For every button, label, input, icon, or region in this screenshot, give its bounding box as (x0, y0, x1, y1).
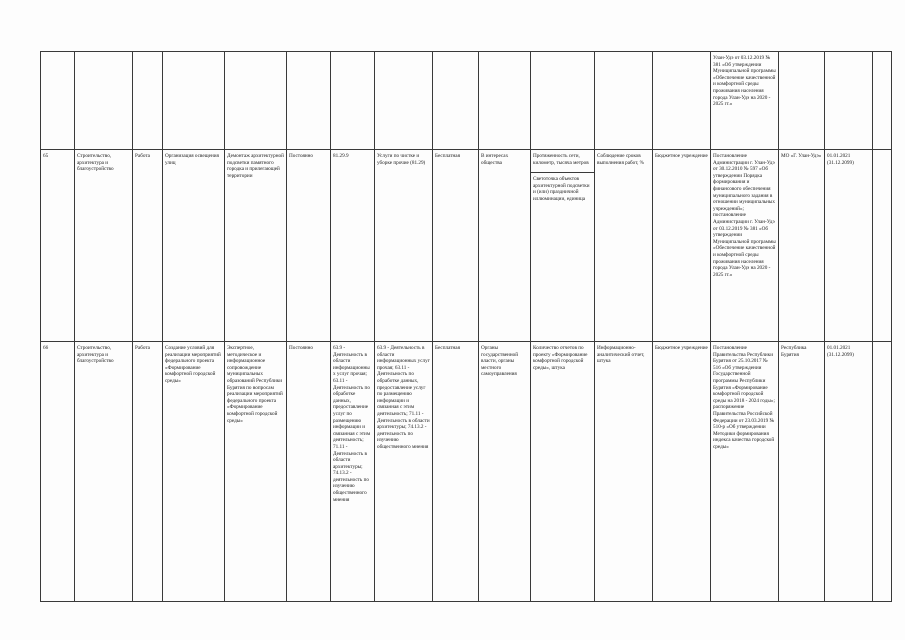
cell-conditions: Постоянно (287, 342, 331, 602)
cell (873, 52, 892, 150)
cell-owner: Республика Бурятия (779, 342, 825, 602)
cell (779, 52, 825, 150)
cell (653, 52, 711, 150)
cell-legal-basis: Постановление Правительства Республики Бурятия от 25.10.2017 № 516 «Об утверждении Государственной программы Республики Бурятия «Формирование комфортной городской среды на 2018 - 2024 годы»; распоряжение Правительства Российской Федерации от 23.03.2019 № 510-р «Об утверждении Методики формирования индекса качества городской среды» (711, 342, 779, 602)
cell-conditions: Постоянно (287, 150, 331, 342)
table-row-65 (41, 150, 892, 342)
cell (375, 52, 433, 150)
registry-table (40, 51, 892, 602)
cell-service-name: Организация освещения улиц (163, 150, 225, 342)
cell-institution-type: Бюджетное учреждение (653, 342, 711, 602)
cell (225, 52, 287, 150)
cell-legal-basis: Улан-Удэ от 03.12.2019 № 381 «Об утверждении Муниципальной программы «Обеспечение качественной и комфортной среды проживания населения города Улан-Удэ на 2020 - 2025 гг.» (711, 52, 779, 150)
cell-okved: 81.29.9 (331, 150, 375, 342)
cell-payment: Бесплатная (433, 150, 479, 342)
cell-consumers: В интересах общества (479, 150, 531, 342)
volume-indicator-2: Светоточка объектов архитектурной подсветки и (или) праздничной иллюминации, единица (531, 172, 594, 202)
cell (531, 52, 595, 150)
cell-legal-basis: Постановление Администрации г. Улан-Удэ от 30.12.2010 № 597 «Об утверждении Порядка формирования и финансового обеспечения муниципального задания в отношении муниципальных учреждений»; постановление Администрации г. Улан-Удэ от 03.12.2019 № 381 «Об утверждении Муниципальной программы «Обеспечение качественной и комфортной среды проживания населения города Улан-Удэ на 2020 - 2025 гг.» (711, 150, 779, 342)
cell-okved: 63.9 - Деятельность в области информационных услуг прочая; 63.11 - Деятельность по обработке данных, предоставление услуг по размещению информации и связанная с этим деятельность; 71.11 - Деятельность в области архитектуры; 74.13.2 - деятельность по изучению общественного мнения (331, 342, 375, 602)
cell (41, 52, 75, 150)
cell-okpd: 63.9 - Деятельность в области информационных услуг прочая; 63.11 - Деятельность по обработке данных, предоставление услуг по размещению информации и связанная с этим деятельность; 71.11 - Деятельность в области архитектуры; 74.13.2 - деятельность по изучению общественного мнения (375, 342, 433, 602)
cell-volume-indicators (531, 150, 595, 342)
cell-type: Работа (133, 342, 163, 602)
cell-service-name: Создание условий для реализации мероприятий федерального проекта «Формирование комфортной городской среды» (163, 342, 225, 602)
cell (133, 52, 163, 150)
cell (873, 342, 892, 602)
cell-owner: МО «Г. Улан-Удэ» (779, 150, 825, 342)
cell-okpd: Услуги по чистке и уборке прочие (81.29) (375, 150, 433, 342)
cell (433, 52, 479, 150)
cell-payment: Бесплатная (433, 342, 479, 602)
cell-row-number: 66 (41, 342, 75, 602)
cell-content: Экспертное, методическое и информационное сопровождение муниципальных образований Республики Бурятия по вопросам реализации мероприятий федерального проекта «Формирование комфортной городской среды» (225, 342, 287, 602)
cell-consumers: Органы государственной власти, органы местного самоуправления (479, 342, 531, 602)
cell (873, 150, 892, 342)
cell-sphere: Строительство, архитектура и благоустройство (75, 342, 133, 602)
table-row-continuation (41, 52, 892, 150)
cell-content: Демонтаж архитектурной подсветки памятного городка и прилегающей территории (225, 150, 287, 342)
cell (163, 52, 225, 150)
cell-volume-indicators: Количество отчетов по проекту «Формирование комфортной городской среды», штука (531, 342, 595, 602)
cell (75, 52, 133, 150)
cell (479, 52, 531, 150)
cell-institution-type: Бюджетное учреждение (653, 150, 711, 342)
cell-dates: 01.01.2021 (31.12.2099) (825, 342, 873, 602)
cell (331, 52, 375, 150)
cell-type: Работа (133, 150, 163, 342)
cell (825, 52, 873, 150)
volume-indicator-1: Протяженность сети, километр, тысяча метров (533, 153, 589, 166)
cell-quality-indicator: Соблюдение сроков выполнения работ, % (595, 150, 653, 342)
cell (595, 52, 653, 150)
cell-dates: 01.01.2021 (31.12.2099) (825, 150, 873, 342)
cell-row-number: 65 (41, 150, 75, 342)
cell-quality-indicator: Информационно-аналитический отчет, штука (595, 342, 653, 602)
cell (287, 52, 331, 150)
cell-sphere: Строительство, архитектура и благоустройство (75, 150, 133, 342)
table-row-66 (41, 342, 892, 602)
